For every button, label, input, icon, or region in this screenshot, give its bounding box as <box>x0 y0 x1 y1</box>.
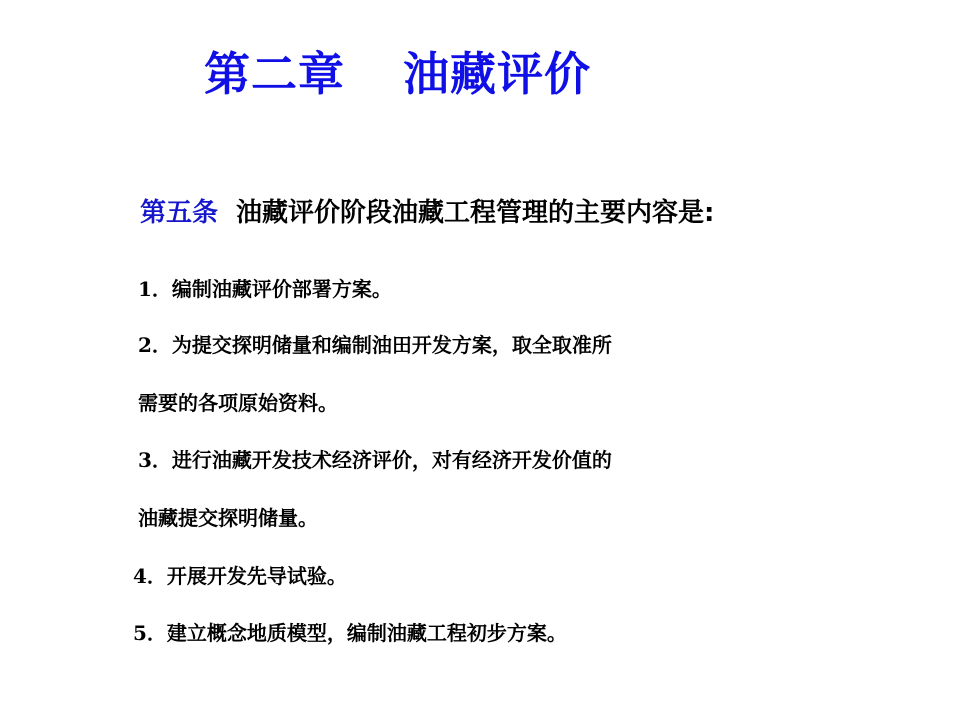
list-item-5: 5．建立概念地质模型，编制油藏工程初步方案。 <box>133 621 567 645</box>
list-item-1: 1．编制油藏评价部署方案。 <box>138 277 392 301</box>
list-item-3: 3．进行油藏开发技术经济评价，对有经济开发价值的 <box>138 448 612 472</box>
list-item-3-continued: 油藏提交探明储量。 <box>138 506 318 530</box>
page-title <box>204 38 591 102</box>
chapter-number: 第二章 <box>204 47 345 101</box>
article-heading <box>140 192 714 229</box>
list-item-2-continued: 需要的各项原始资料。 <box>138 391 338 415</box>
list-item-4: 4．开展开发先导试验。 <box>133 564 347 588</box>
article-label: 第五条 <box>140 198 219 228</box>
list-item-2: 2．为提交探明储量和编制油田开发方案，取全取准所 <box>138 333 612 357</box>
article-text: 油藏评价阶段油藏工程管理的主要内容是: <box>236 198 715 228</box>
chapter-name: 油藏评价 <box>403 47 591 101</box>
